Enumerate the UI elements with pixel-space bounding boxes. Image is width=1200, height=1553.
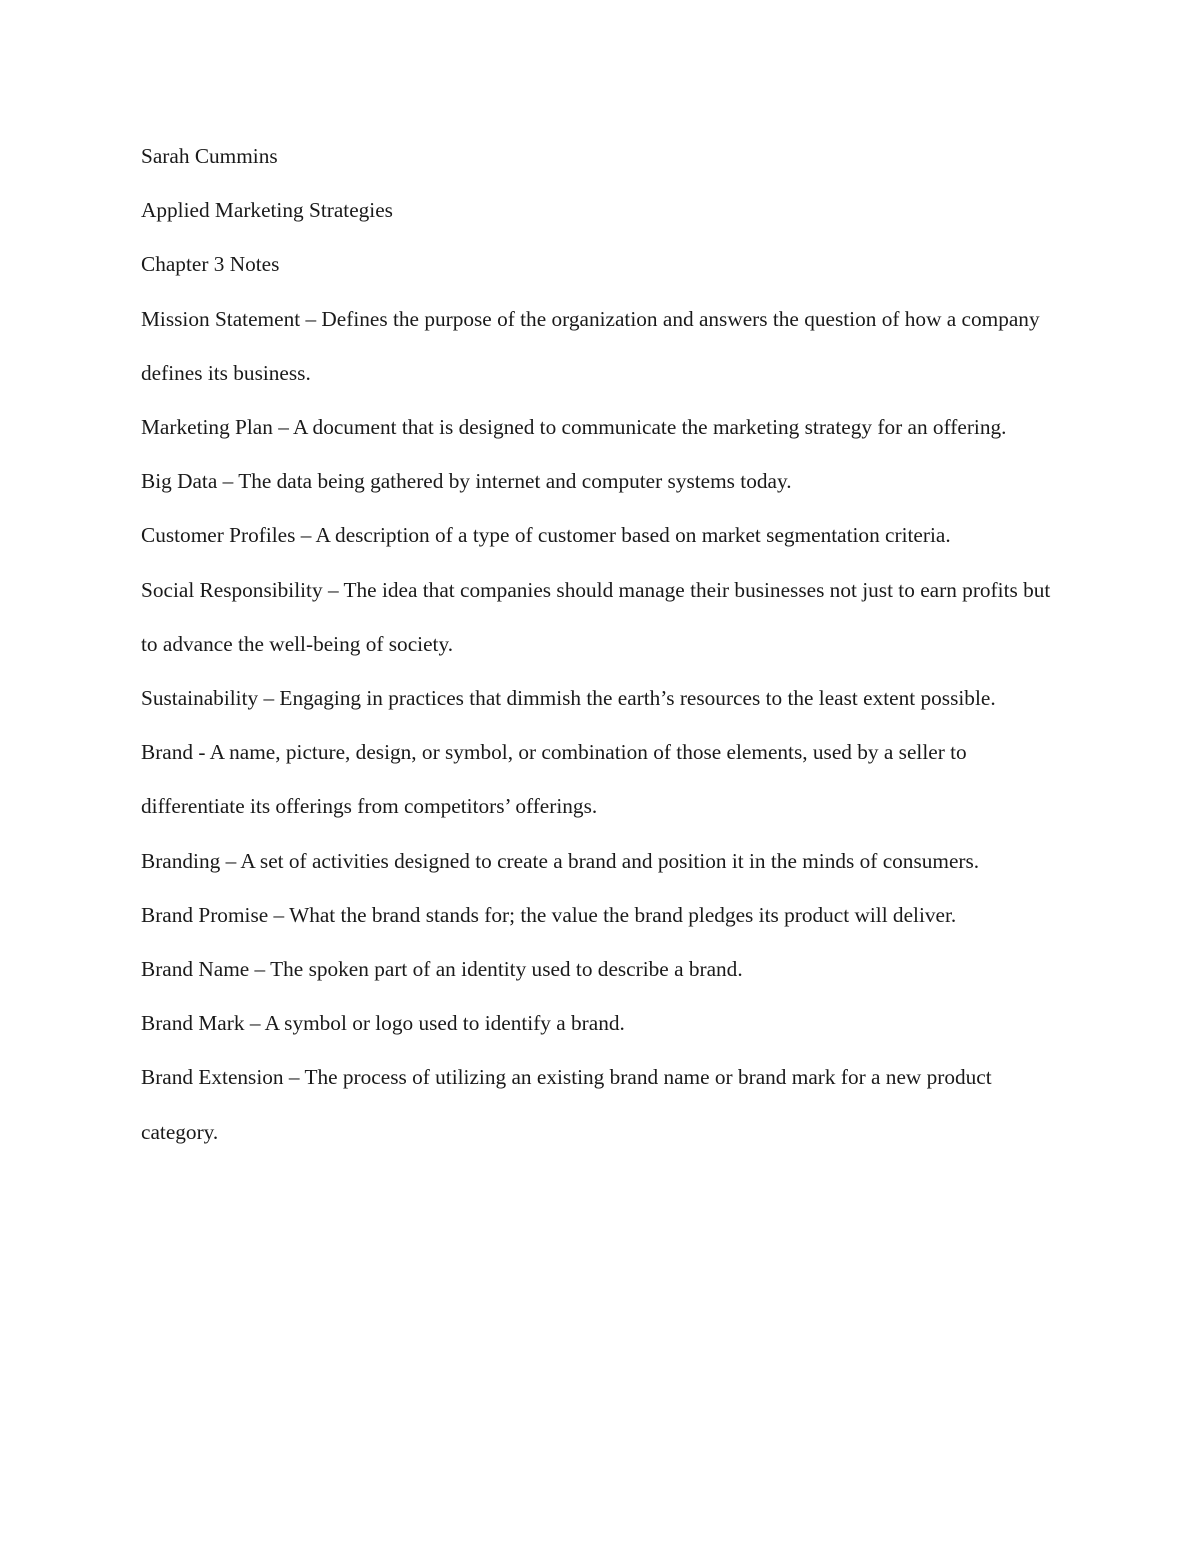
note-brand-mark: Brand Mark – A symbol or logo used to identify a brand. <box>141 1011 625 1036</box>
course-title: Applied Marketing Strategies <box>141 198 393 223</box>
author-name: Sarah Cummins <box>141 144 278 168</box>
note-social-responsibility: Social Responsibility – The idea that companies should manage their businesses not just to earn profits but to advance the well-being of society. <box>141 577 1051 656</box>
note-brand: Brand - A name, picture, design, or symbol, or combination of those elements, used by a seller to differentiate its offerings from competitors’ offerings. <box>141 740 967 819</box>
note-sustainability: Sustainability – Engaging in practices that dimmish the earth’s resources to the least extent possible. <box>141 686 996 711</box>
note-branding: Branding – A set of activities designed to create a brand and position it in the minds of consumers. <box>141 848 980 873</box>
note-big-data: Big Data – The data being gathered by internet and computer systems today. <box>141 469 792 494</box>
document-body <box>141 129 1061 1159</box>
note-brand-extension: Brand Extension – The process of utilizing an existing brand name or brand mark for a new product category. <box>141 1065 992 1144</box>
note-mission-statement: Mission Statement – Defines the purpose of the organization and answers the question of how a company defines its business. <box>141 306 1040 385</box>
note-customer-profiles: Customer Profiles – A description of a type of customer based on market segmentation criteria. <box>141 523 951 548</box>
note-marketing-plan: Marketing Plan – A document that is designed to communicate the marketing strategy for an offering. <box>141 415 1007 440</box>
chapter-title: Chapter 3 Notes <box>141 252 280 277</box>
note-brand-promise: Brand Promise – What the brand stands for; the value the brand pledges its product will deliver. <box>141 902 957 927</box>
note-brand-name: Brand Name – The spoken part of an identity used to describe a brand. <box>141 957 743 982</box>
